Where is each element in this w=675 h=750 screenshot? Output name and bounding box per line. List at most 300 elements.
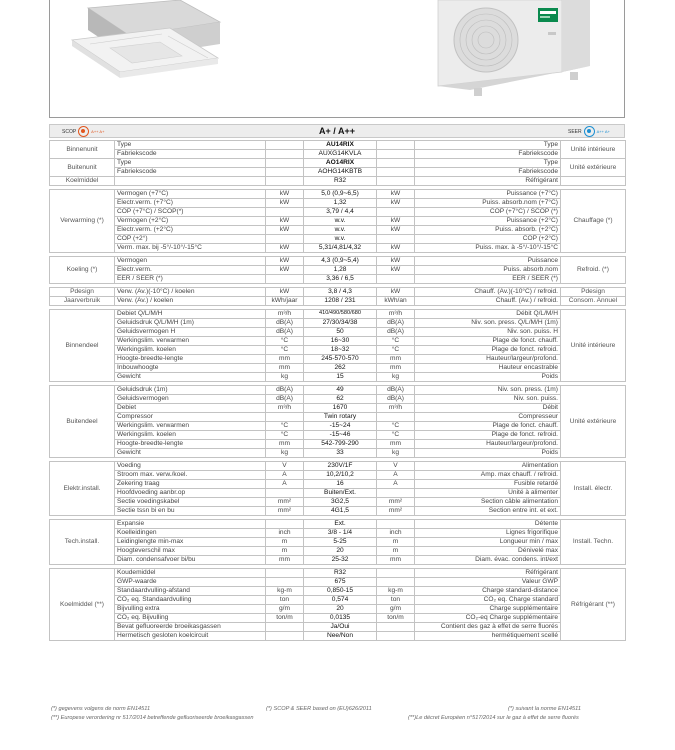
row-unit-fr (377, 520, 415, 529)
group-label-nl: Buitenunit (50, 159, 115, 177)
row-unit: inch (266, 529, 304, 538)
row-unit: m (266, 547, 304, 556)
spec-row (50, 462, 626, 471)
row-unit: mm (266, 556, 304, 565)
group-label-nl: Koelmiddel (50, 177, 115, 186)
row-label-nl: EER / SEER (*) (115, 275, 266, 284)
row-label-fr: Charge standard-distance (415, 587, 561, 596)
row-label-nl: Bevat gefluoreerde broeikasgassen (115, 623, 266, 632)
row-unit-fr: kW (377, 257, 415, 266)
spec-row (50, 507, 626, 516)
row-value: 3G2,5 (304, 498, 377, 507)
row-value: w.v. (304, 226, 377, 235)
row-unit: kW (266, 190, 304, 199)
spec-row (50, 217, 626, 226)
row-unit: mm² (266, 507, 304, 516)
spec-row (50, 208, 626, 217)
row-unit: dB(A) (266, 319, 304, 328)
row-value: 1208 / 231 (304, 297, 377, 306)
spec-row (50, 244, 626, 253)
row-value: 49 (304, 386, 377, 395)
row-label-nl: Electr.verm. (115, 266, 266, 275)
row-unit-fr: kW (377, 226, 415, 235)
row-unit: V (266, 462, 304, 471)
row-label-fr: Plage de fonct. refroid. (415, 346, 561, 355)
footnote-regulation-nl: (**) Europese verordering nr 517/2014 betreffende gefluoriseerde broeikasgassen (51, 715, 254, 721)
spec-row (50, 556, 626, 565)
spec-row (50, 529, 626, 538)
product-image-panel (49, 0, 625, 118)
row-value: AU14RIX (304, 141, 377, 150)
row-unit: kW (266, 217, 304, 226)
row-value: 50 (304, 328, 377, 337)
row-unit: dB(A) (266, 386, 304, 395)
row-unit-fr (377, 159, 415, 168)
row-unit: kW (266, 288, 304, 297)
row-label-fr: Hauteur encastrable (415, 364, 561, 373)
row-label-fr: Dénivelé max (415, 547, 561, 556)
row-label-fr: CO₂-eq Charge supplémentaire (415, 614, 561, 623)
spec-row (50, 395, 626, 404)
group-label-nl: Pdesign (50, 288, 115, 297)
row-unit-fr (377, 150, 415, 159)
spec-row (50, 168, 626, 177)
row-label-fr: CO₂ eq. Charge standard (415, 596, 561, 605)
row-value: 245-570-570 (304, 355, 377, 364)
row-unit: °C (266, 337, 304, 346)
row-label-fr: Fabriekscode (415, 150, 561, 159)
spec-row (50, 489, 626, 498)
row-value: 3,36 / 6,5 (304, 275, 377, 284)
row-unit (266, 177, 304, 186)
spec-row (50, 355, 626, 364)
row-label-nl: Debiet (115, 404, 266, 413)
row-unit-fr: kWh/an (377, 297, 415, 306)
row-unit (266, 275, 304, 284)
row-label-nl: Sectie voedingskabel (115, 498, 266, 507)
seer-badge (568, 126, 611, 137)
row-label-fr: Puissance (+7°C) (415, 190, 561, 199)
spec-row (50, 623, 626, 632)
row-label-nl: Werkingslim. koelen (115, 431, 266, 440)
row-label-nl: COP (+2°) (115, 235, 266, 244)
group-label-nl: Koeling (*) (50, 257, 115, 284)
row-unit-fr: mm (377, 440, 415, 449)
row-value: R32 (304, 177, 377, 186)
row-unit-fr: kW (377, 288, 415, 297)
row-unit-fr: ton/m (377, 614, 415, 623)
row-unit-fr: °C (377, 346, 415, 355)
spec-row (50, 632, 626, 641)
spec-row (50, 520, 626, 529)
row-label-nl: CO₂ eq. Standaardvulling (115, 596, 266, 605)
row-unit: m (266, 538, 304, 547)
row-label-fr: Détente (415, 520, 561, 529)
spec-table-body (50, 141, 626, 641)
row-value: w.v. (304, 235, 377, 244)
row-unit (266, 632, 304, 641)
row-label-nl: Debiet Q/L/M/H (115, 310, 266, 319)
row-value: 33 (304, 449, 377, 458)
row-value: 3,8 / 4,3 (304, 288, 377, 297)
row-value: Nee/Non (304, 632, 377, 641)
spec-row (50, 614, 626, 623)
row-label-nl: Sectie tssn bi en bu (115, 507, 266, 516)
row-unit-fr: °C (377, 337, 415, 346)
row-value: 16 (304, 480, 377, 489)
row-label-nl: Koudemiddel (115, 569, 266, 578)
scop-logo-text: A++ A+ (91, 128, 105, 134)
spec-row (50, 596, 626, 605)
row-unit-fr (377, 168, 415, 177)
row-unit-fr (377, 632, 415, 641)
row-value: 20 (304, 547, 377, 556)
row-unit-fr: °C (377, 422, 415, 431)
spec-row (50, 226, 626, 235)
row-unit-fr: m (377, 538, 415, 547)
row-label-nl: Verw. (Av.) / koelen (115, 297, 266, 306)
row-label-nl: Electr.verm. (+7°C) (115, 199, 266, 208)
row-unit (266, 578, 304, 587)
row-unit: °C (266, 422, 304, 431)
row-label-nl: Bijvulling extra (115, 605, 266, 614)
row-label-fr: Plage de fonct. chauff. (415, 422, 561, 431)
row-unit: °C (266, 431, 304, 440)
spec-row (50, 346, 626, 355)
footnote-en14511-fr: (*) suivant la norme EN14511 (508, 706, 581, 712)
row-unit-fr (377, 569, 415, 578)
row-unit-fr: g/m (377, 605, 415, 614)
group-label-fr: Unité extérieure (561, 159, 626, 177)
outdoor-unit-image (438, 0, 590, 96)
spec-row (50, 177, 626, 186)
row-unit-fr: m (377, 547, 415, 556)
group-label-fr: Consom. Annuel (561, 297, 626, 306)
row-value: 0,574 (304, 596, 377, 605)
row-unit (266, 569, 304, 578)
row-unit-fr: kW (377, 217, 415, 226)
row-label-fr: Type (415, 141, 561, 150)
spec-row (50, 266, 626, 275)
group-label-fr: Pdesign (561, 288, 626, 297)
row-label-fr: Chauff. (Av.) / refroid. (415, 297, 561, 306)
row-label-fr: Contient des gaz à effet de serre fluorés (415, 623, 561, 632)
row-unit (266, 489, 304, 498)
spec-row (50, 159, 626, 168)
group-label-fr: Chauffage (*) (561, 190, 626, 253)
row-label-fr: Valeur GWP (415, 578, 561, 587)
row-label-fr: Fabriekscode (415, 168, 561, 177)
spec-row (50, 386, 626, 395)
row-unit (266, 520, 304, 529)
row-label-fr: Diam. évac. condens. int/ext (415, 556, 561, 565)
spec-row (50, 297, 626, 306)
row-value: -15~46 (304, 431, 377, 440)
group-label-fr: Unité intérieure (561, 141, 626, 159)
row-value: 0,0135 (304, 614, 377, 623)
spec-row (50, 605, 626, 614)
spec-row (50, 190, 626, 199)
row-unit-fr (377, 489, 415, 498)
row-value: 4,3 (0,9~5,4) (304, 257, 377, 266)
spec-row (50, 235, 626, 244)
row-label-nl: Inbouwhoogte (115, 364, 266, 373)
row-label-fr: Réfrigérant (415, 177, 561, 186)
row-unit: mm (266, 355, 304, 364)
row-unit (266, 235, 304, 244)
group-label-nl: Koelmiddel (**) (50, 569, 115, 641)
row-unit: kg (266, 373, 304, 382)
row-value: 1670 (304, 404, 377, 413)
spec-row (50, 538, 626, 547)
group-label-nl: Binnenunit (50, 141, 115, 159)
row-value: 3/8 - 1/4 (304, 529, 377, 538)
row-label-nl: Hoofdvoeding aanbr.op (115, 489, 266, 498)
row-label-fr: Poids (415, 449, 561, 458)
row-label-fr: Hauteur/largeur/profond. (415, 355, 561, 364)
row-unit-fr: kW (377, 190, 415, 199)
row-label-nl: Werkingslim. verwarmen (115, 422, 266, 431)
row-value: 0,850-15 (304, 587, 377, 596)
row-unit-fr: dB(A) (377, 328, 415, 337)
row-value: 410/490/580/680 (304, 310, 377, 319)
row-value: 62 (304, 395, 377, 404)
group-label-fr: Unité extérieure (561, 386, 626, 458)
spec-row (50, 422, 626, 431)
energy-logo-icon (584, 126, 595, 137)
spec-row (50, 547, 626, 556)
row-label-fr: Puiss. absorb. (+2°C) (415, 226, 561, 235)
seer-logo-text: A++ A+ (596, 128, 610, 134)
row-label-fr: Plage de fonct. refroid. (415, 431, 561, 440)
row-value: 5,0 (0,9~6,5) (304, 190, 377, 199)
row-unit (266, 208, 304, 217)
group-label-fr: Réfrigérant (**) (561, 569, 626, 641)
group-label-nl: Buitendeel (50, 386, 115, 458)
row-label-nl: Electr.verm. (+2°C) (115, 226, 266, 235)
row-label-nl: Gewicht (115, 373, 266, 382)
row-label-nl: Verm. max. bij -5°/-10°/-15°C (115, 244, 266, 253)
row-unit-fr: kg-m (377, 587, 415, 596)
row-label-fr: Section câble alimentation (415, 498, 561, 507)
row-value: 27/30/34/38 (304, 319, 377, 328)
group-label-fr: Unité intérieure (561, 310, 626, 382)
row-unit-fr (377, 235, 415, 244)
row-unit: g/m (266, 605, 304, 614)
row-unit (266, 141, 304, 150)
row-label-nl: Compressor (115, 413, 266, 422)
row-label-fr: Alimentation (415, 462, 561, 471)
row-unit: m³/h (266, 310, 304, 319)
row-unit-fr: mm (377, 364, 415, 373)
row-value: Ja/Oui (304, 623, 377, 632)
row-value: 5,31/4,81/4,32 (304, 244, 377, 253)
group-label-fr: Install. Techn. (561, 520, 626, 565)
spec-row (50, 328, 626, 337)
row-label-nl: Werkingslim. verwarmen (115, 337, 266, 346)
row-label-fr: Type (415, 159, 561, 168)
row-value: Ext. (304, 520, 377, 529)
row-label-nl: Zekering traag (115, 480, 266, 489)
row-label-nl: Diam. condensafvoer bi/bu (115, 556, 266, 565)
row-label-nl: Geluidsvermogen H (115, 328, 266, 337)
row-value: 10,2/10,2 (304, 471, 377, 480)
spec-row (50, 431, 626, 440)
row-unit: A (266, 471, 304, 480)
row-label-nl: Verw. (Av.)(-10°C) / koelen (115, 288, 266, 297)
row-value: 1,32 (304, 199, 377, 208)
row-unit: mm² (266, 498, 304, 507)
row-label-nl: COP (+7°C) / SCOP(*) (115, 208, 266, 217)
row-unit-fr: inch (377, 529, 415, 538)
row-unit-fr (377, 623, 415, 632)
spec-row (50, 141, 626, 150)
scop-label: SCOP (62, 128, 77, 135)
row-unit-fr (377, 141, 415, 150)
group-label-nl: Binnendeel (50, 310, 115, 382)
row-unit: kW (266, 266, 304, 275)
row-value: 5-25 (304, 538, 377, 547)
row-label-nl: Voeding (115, 462, 266, 471)
group-label-nl: Tech.install. (50, 520, 115, 565)
spec-row (50, 275, 626, 284)
row-label-nl: Geluidsvermogen (115, 395, 266, 404)
spec-row (50, 337, 626, 346)
row-unit-fr: °C (377, 431, 415, 440)
row-label-fr: COP (+7°C) / SCOP (*) (415, 208, 561, 217)
spec-row (50, 578, 626, 587)
row-label-nl: Standaardvulling-afstand (115, 587, 266, 596)
row-value: Buiten/Ext. (304, 489, 377, 498)
row-unit-fr (377, 177, 415, 186)
energy-class-band (49, 124, 625, 138)
row-label-fr: Niv. son. puiss. H (415, 328, 561, 337)
row-label-fr: Section entre int. et ext. (415, 507, 561, 516)
row-value: w.v. (304, 217, 377, 226)
row-label-fr: Fusible retardé (415, 480, 561, 489)
row-value: AUXG14KVLA (304, 150, 377, 159)
footnote-en14511-nl: (*) gegevens volgens de norm EN14511 (51, 706, 151, 712)
row-unit-fr: dB(A) (377, 386, 415, 395)
spec-row (50, 404, 626, 413)
row-unit: ton/m (266, 614, 304, 623)
row-unit: A (266, 480, 304, 489)
row-label-nl: Geluidsdruk (1m) (115, 386, 266, 395)
row-unit-fr: ton (377, 596, 415, 605)
row-label-nl: GWP-waarde (115, 578, 266, 587)
row-label-fr: Niv. son. press. (1m) (415, 386, 561, 395)
row-unit (266, 159, 304, 168)
row-label-fr: Débit (415, 404, 561, 413)
group-label-fr: Install. électr. (561, 462, 626, 516)
row-label-nl: Hoogte-breedte-lengte (115, 440, 266, 449)
row-unit-fr: A (377, 480, 415, 489)
row-label-fr: Charge supplémentaire (415, 605, 561, 614)
row-unit-fr (377, 275, 415, 284)
row-unit: m³/h (266, 404, 304, 413)
row-unit-fr: mm² (377, 507, 415, 516)
row-value: AOHG14KBTB (304, 168, 377, 177)
row-unit-fr: kg (377, 449, 415, 458)
row-label-nl: Vermogen (115, 257, 266, 266)
row-unit (266, 168, 304, 177)
row-label-nl (115, 177, 266, 186)
row-unit-fr: A (377, 471, 415, 480)
row-label-fr: Puiss. absorb.nom (415, 266, 561, 275)
row-label-nl: Geluidsdruk Q/L/M/H (1m) (115, 319, 266, 328)
row-unit-fr: dB(A) (377, 319, 415, 328)
row-label-fr: Puiss. absorb.nom (+7°C) (415, 199, 561, 208)
row-label-nl: Koelleidingen (115, 529, 266, 538)
row-unit-fr: kW (377, 266, 415, 275)
row-value: 25-32 (304, 556, 377, 565)
row-unit (266, 413, 304, 422)
row-value: 20 (304, 605, 377, 614)
spec-row (50, 310, 626, 319)
row-label-fr: Longueur min / max (415, 538, 561, 547)
row-label-nl: Gewicht (115, 449, 266, 458)
row-label-fr: EER / SEER (*) (415, 275, 561, 284)
row-label-nl: Vermogen (+2°C) (115, 217, 266, 226)
row-label-fr: Lignes frigorifique (415, 529, 561, 538)
group-label-nl: Jaarverbruik (50, 297, 115, 306)
row-label-fr: Réfrigérant (415, 569, 561, 578)
indoor-cassette-image (72, 0, 220, 78)
row-unit: kW (266, 226, 304, 235)
row-unit-fr (377, 578, 415, 587)
row-label-fr: Poids (415, 373, 561, 382)
row-unit: dB(A) (266, 328, 304, 337)
group-label-nl: Elektr.install. (50, 462, 115, 516)
spec-row (50, 471, 626, 480)
row-label-nl: Fabriekscode (115, 168, 266, 177)
row-label-nl: Type (115, 141, 266, 150)
energy-class-label: A+ / A++ (319, 126, 355, 136)
spec-row (50, 498, 626, 507)
spec-row (50, 364, 626, 373)
row-label-nl: Expansie (115, 520, 266, 529)
row-unit-fr: mm (377, 556, 415, 565)
spec-row (50, 587, 626, 596)
row-unit-fr: kg (377, 373, 415, 382)
row-label-nl: Fabriekscode (115, 150, 266, 159)
row-unit: mm (266, 364, 304, 373)
row-unit-fr: dB(A) (377, 395, 415, 404)
spec-row (50, 480, 626, 489)
row-value: 675 (304, 578, 377, 587)
row-unit: kW (266, 257, 304, 266)
row-label-nl: Stroom max. verw./koel. (115, 471, 266, 480)
row-label-fr: Amp. max chauff. / refroid. (415, 471, 561, 480)
row-label-fr: Puissance (+2°C) (415, 217, 561, 226)
row-label-fr: hermétiquement scellé (415, 632, 561, 641)
row-label-nl: Werkingslim. koelen (115, 346, 266, 355)
row-label-nl: Hermetisch gesloten koelcircuit (115, 632, 266, 641)
row-label-fr: Plage de fonct. chauff. (415, 337, 561, 346)
row-value: 542-799-290 (304, 440, 377, 449)
row-label-fr: Chauff. (Av.)(-10°C) / refroid. (415, 288, 561, 297)
row-value: Twin rotary (304, 413, 377, 422)
row-unit: kW (266, 244, 304, 253)
row-value: -15~24 (304, 422, 377, 431)
row-unit: kWh/jaar (266, 297, 304, 306)
spec-row (50, 440, 626, 449)
footnote-regulation-fr: (**)Le décret Européen n°517/2014 sur le gaz à effet de serre fluorés (408, 715, 579, 721)
row-label-nl: Hoogte-breedte-lengte (115, 355, 266, 364)
row-label-nl: Leidinglengte min-max (115, 538, 266, 547)
spec-row (50, 288, 626, 297)
row-unit: dB(A) (266, 395, 304, 404)
